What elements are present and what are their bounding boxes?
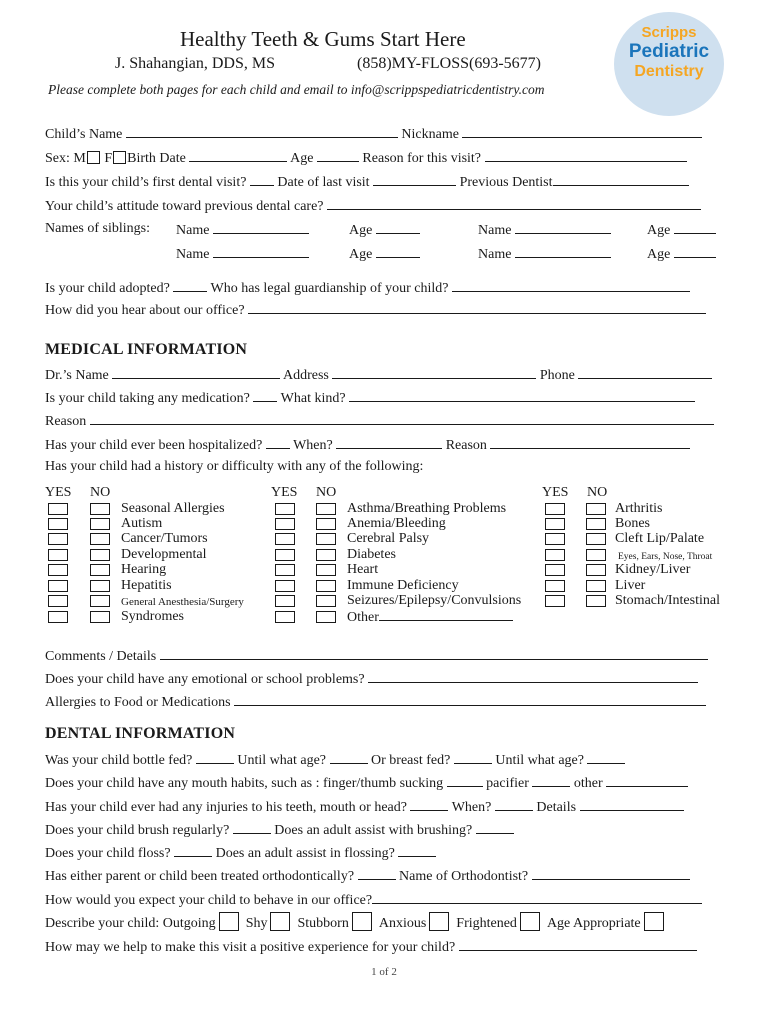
row-floss bbox=[45, 843, 436, 863]
yes-checkbox[interactable] bbox=[48, 503, 68, 515]
col3-yes-header: YES bbox=[542, 485, 569, 500]
row-injuries bbox=[45, 797, 684, 817]
yes-checkbox[interactable] bbox=[275, 549, 295, 561]
comments-field[interactable] bbox=[160, 646, 708, 660]
col1-yes-header: YES bbox=[45, 485, 72, 500]
row-medication bbox=[45, 388, 695, 408]
row-brush bbox=[45, 820, 514, 840]
condition-cleft: Cleft Lip/Palate bbox=[615, 531, 705, 546]
orthodontist-label: Name of Orthodontist? bbox=[399, 869, 529, 884]
trait-age-appropriate-label: Age Appropriate bbox=[546, 916, 641, 931]
sibling-name-field[interactable] bbox=[213, 220, 309, 234]
scripps-logo bbox=[614, 12, 724, 116]
age-label: Age bbox=[349, 247, 373, 262]
col3-no-header: NO bbox=[587, 485, 608, 500]
childs-name-label: Child’s Name bbox=[45, 127, 123, 142]
condition-bones: Bones bbox=[615, 516, 650, 531]
attitude-field[interactable] bbox=[327, 196, 701, 210]
row-sex bbox=[45, 148, 687, 168]
condition-cancer: Cancer/Tumors bbox=[121, 531, 208, 546]
breast-fed-label: Or breast fed? bbox=[371, 753, 451, 768]
adult-brush-field[interactable] bbox=[476, 820, 514, 834]
col2-yes-header: YES bbox=[271, 485, 298, 500]
yes-checkbox[interactable] bbox=[545, 580, 565, 592]
allergies-field[interactable] bbox=[234, 692, 706, 706]
address-label: Address bbox=[283, 368, 329, 383]
when-label: When? bbox=[293, 438, 333, 453]
col1-no-header: NO bbox=[90, 485, 111, 500]
injuries-when-field[interactable] bbox=[495, 797, 533, 811]
trait-outgoing-label: Outgoing bbox=[162, 916, 216, 931]
history-label: Has your child had a history or difficulty with any of the following: bbox=[45, 459, 424, 474]
sibling-2-age bbox=[647, 220, 716, 240]
yes-checkbox[interactable] bbox=[275, 580, 295, 592]
row-first-visit bbox=[45, 172, 689, 192]
trait-stubborn-label: Stubborn bbox=[297, 916, 349, 931]
yes-checkbox[interactable] bbox=[545, 564, 565, 576]
emotional-label: Does your child have any emotional or school problems? bbox=[45, 672, 365, 687]
trait-outgoing-checkbox[interactable] bbox=[219, 912, 239, 931]
yes-checkbox[interactable] bbox=[275, 595, 295, 607]
first-visit-field[interactable] bbox=[250, 172, 274, 186]
what-kind-label: What kind? bbox=[280, 391, 346, 406]
nickname-field[interactable] bbox=[462, 124, 702, 138]
condition-syndromes: Syndromes bbox=[121, 609, 184, 624]
what-kind-field[interactable] bbox=[349, 388, 695, 402]
yes-checkbox[interactable] bbox=[48, 595, 68, 607]
yes-checkbox[interactable] bbox=[545, 503, 565, 515]
trait-anxious-label: Anxious bbox=[378, 916, 427, 931]
logo-line-1: Scripps bbox=[641, 24, 697, 41]
hear-about-label: How did you hear about our office? bbox=[45, 303, 245, 318]
describe-label: Describe your child: bbox=[45, 916, 160, 931]
logo-line-3: Dentistry bbox=[634, 63, 704, 80]
age-label: Age bbox=[349, 223, 373, 238]
yes-checkbox[interactable] bbox=[275, 564, 295, 576]
medication-label: Is your child taking any medication? bbox=[45, 391, 250, 406]
row-doctor bbox=[45, 365, 712, 385]
no-checkbox[interactable] bbox=[316, 549, 336, 561]
date-last-visit-field[interactable] bbox=[373, 172, 456, 186]
other-label: Other bbox=[347, 610, 379, 625]
phone-field[interactable] bbox=[578, 365, 712, 379]
yes-checkbox[interactable] bbox=[48, 611, 68, 623]
breast-fed-field[interactable] bbox=[454, 750, 492, 764]
no-checkbox[interactable] bbox=[586, 564, 606, 576]
adopted-field[interactable] bbox=[173, 278, 207, 292]
sibling-3-age bbox=[349, 244, 420, 264]
yes-checkbox[interactable] bbox=[48, 533, 68, 545]
no-checkbox[interactable] bbox=[316, 533, 336, 545]
no-checkbox[interactable] bbox=[90, 518, 110, 530]
adopted-label: Is your child adopted? bbox=[45, 281, 170, 296]
behave-field[interactable] bbox=[372, 890, 702, 904]
doctor-name: J. Shahangian, DDS, MS bbox=[115, 55, 276, 72]
nickname-label: Nickname bbox=[401, 127, 459, 142]
adult-brush-label: Does an adult assist with brushing? bbox=[274, 823, 473, 838]
age-label: Age bbox=[647, 223, 671, 238]
sibling-2-name bbox=[478, 220, 611, 240]
yes-checkbox[interactable] bbox=[275, 611, 295, 623]
no-checkbox[interactable] bbox=[586, 549, 606, 561]
thumb-sucking-field[interactable] bbox=[447, 773, 483, 787]
logo-line-2: Pediatric bbox=[628, 41, 710, 62]
medical-heading: MEDICAL INFORMATION bbox=[45, 341, 248, 358]
sex-m-label: M bbox=[73, 151, 86, 166]
col2-no-header: NO bbox=[316, 485, 337, 500]
no-checkbox[interactable] bbox=[90, 503, 110, 515]
bottle-fed-field[interactable] bbox=[196, 750, 234, 764]
name-label: Name bbox=[478, 247, 512, 262]
yes-checkbox[interactable] bbox=[48, 518, 68, 530]
instructions: Please complete both pages for each child and email to info@scrippspediatricdentistry.com bbox=[48, 82, 545, 97]
row-orthodontic bbox=[45, 866, 690, 886]
positive-field[interactable] bbox=[459, 937, 697, 951]
sibling-age-field[interactable] bbox=[674, 220, 716, 234]
emotional-field[interactable] bbox=[368, 669, 698, 683]
form-title: Healthy Teeth & Gums Start Here bbox=[180, 27, 466, 51]
address-field[interactable] bbox=[332, 365, 536, 379]
yes-checkbox[interactable] bbox=[545, 595, 565, 607]
yes-checkbox[interactable] bbox=[545, 518, 565, 530]
orthodontist-field[interactable] bbox=[532, 866, 690, 880]
trait-frightened-checkbox[interactable] bbox=[520, 912, 540, 931]
no-checkbox[interactable] bbox=[316, 611, 336, 623]
orthodontic-label: Has either parent or child been treated orthodontically? bbox=[45, 869, 355, 884]
reason-field[interactable] bbox=[485, 148, 687, 162]
childs-name-field[interactable] bbox=[126, 124, 398, 138]
adult-floss-label: Does an adult assist in flossing? bbox=[215, 846, 395, 861]
orthodontic-field[interactable] bbox=[358, 866, 396, 880]
adult-floss-field[interactable] bbox=[398, 843, 436, 857]
brush-field[interactable] bbox=[233, 820, 271, 834]
hospitalized-when-field[interactable] bbox=[336, 435, 442, 449]
no-checkbox[interactable] bbox=[586, 580, 606, 592]
sex-m-checkbox[interactable] bbox=[87, 151, 100, 164]
trait-stubborn-checkbox[interactable] bbox=[352, 912, 372, 931]
condition-other bbox=[347, 609, 513, 625]
no-checkbox[interactable] bbox=[586, 503, 606, 515]
no-checkbox[interactable] bbox=[90, 611, 110, 623]
sibling-4-name bbox=[478, 244, 611, 264]
hospitalized-field[interactable] bbox=[266, 435, 290, 449]
name-label: Name bbox=[176, 223, 210, 238]
allergies-label: Allergies to Food or Medications bbox=[45, 695, 231, 710]
condition-autism: Autism bbox=[121, 516, 163, 531]
row-adopted bbox=[45, 278, 690, 298]
sibling-age-field[interactable] bbox=[376, 220, 420, 234]
yes-checkbox[interactable] bbox=[275, 503, 295, 515]
medication-reason-label: Reason bbox=[45, 414, 87, 429]
row-hospitalized bbox=[45, 435, 690, 455]
sibling-4-age bbox=[647, 244, 716, 264]
hospitalized-label: Has your child ever been hospitalized? bbox=[45, 438, 263, 453]
sex-f-checkbox[interactable] bbox=[113, 151, 126, 164]
row-behave bbox=[45, 890, 702, 910]
habit-other-field[interactable] bbox=[606, 773, 688, 787]
condition-anesthesia: General Anesthesia/Surgery bbox=[121, 596, 244, 608]
positive-label: How may we help to make this visit a positive experience for your child? bbox=[45, 940, 456, 955]
office-phone: (858)MY-FLOSS(693-5677) bbox=[357, 55, 541, 72]
sibling-age-field[interactable] bbox=[376, 244, 420, 258]
comments-label: Comments / Details bbox=[45, 649, 157, 664]
condition-developmental: Developmental bbox=[121, 547, 207, 562]
hospital-reason-field[interactable] bbox=[490, 435, 690, 449]
trait-shy-label: Shy bbox=[245, 916, 268, 931]
when-label: When? bbox=[451, 800, 492, 815]
no-checkbox[interactable] bbox=[90, 564, 110, 576]
yes-checkbox[interactable] bbox=[545, 549, 565, 561]
condition-hepatitis: Hepatitis bbox=[121, 578, 172, 593]
no-checkbox[interactable] bbox=[90, 549, 110, 561]
condition-seasonal-allergies: Seasonal Allergies bbox=[121, 501, 225, 516]
injuries-label: Has your child ever had any injuries to his teeth, mouth or head? bbox=[45, 800, 407, 815]
row-habits bbox=[45, 773, 688, 793]
floss-field[interactable] bbox=[174, 843, 212, 857]
injuries-field[interactable] bbox=[410, 797, 448, 811]
name-label: Name bbox=[478, 223, 512, 238]
injuries-details-field[interactable] bbox=[580, 797, 684, 811]
age-label: Age bbox=[290, 151, 314, 166]
phone-label: Phone bbox=[539, 368, 575, 383]
sex-label: Sex: bbox=[45, 151, 70, 166]
details-label: Details bbox=[536, 800, 577, 815]
until-age-label: Until what age? bbox=[237, 753, 327, 768]
habits-label: Does your child have any mouth habits, such as : finger/thumb sucking bbox=[45, 776, 444, 791]
no-checkbox[interactable] bbox=[316, 580, 336, 592]
condition-eent: Eyes, Ears, Nose, Throat bbox=[618, 552, 713, 562]
no-checkbox[interactable] bbox=[90, 533, 110, 545]
condition-immune: Immune Deficiency bbox=[347, 578, 459, 593]
condition-diabetes: Diabetes bbox=[347, 547, 396, 562]
sibling-name-field[interactable] bbox=[213, 244, 309, 258]
sibling-1-name bbox=[176, 220, 309, 240]
trait-shy-checkbox[interactable] bbox=[270, 912, 290, 931]
no-checkbox[interactable] bbox=[316, 564, 336, 576]
name-label: Name bbox=[176, 247, 210, 262]
sibling-age-field[interactable] bbox=[674, 244, 716, 258]
attitude-label: Your child’s attitude toward previous dental care? bbox=[45, 199, 324, 214]
guardianship-label: Who has legal guardianship of your child? bbox=[210, 281, 449, 296]
condition-arthritis: Arthritis bbox=[615, 501, 663, 516]
row-emotional bbox=[45, 669, 698, 689]
drs-name-label: Dr.’s Name bbox=[45, 368, 109, 383]
row-describe bbox=[45, 912, 664, 933]
guardianship-field[interactable] bbox=[452, 278, 690, 292]
condition-heart: Heart bbox=[347, 562, 379, 577]
no-checkbox[interactable] bbox=[586, 595, 606, 607]
first-visit-label: Is this your child’s first dental visit? bbox=[45, 175, 247, 190]
trait-anxious-checkbox[interactable] bbox=[429, 912, 449, 931]
previous-dentist-field[interactable] bbox=[553, 172, 689, 186]
pacifier-field[interactable] bbox=[532, 773, 570, 787]
row-hear-about bbox=[45, 300, 706, 320]
brush-label: Does your child brush regularly? bbox=[45, 823, 230, 838]
yes-checkbox[interactable] bbox=[48, 580, 68, 592]
sibling-3-name bbox=[176, 244, 309, 264]
previous-dentist-label: Previous Dentist bbox=[459, 175, 553, 190]
condition-kidney: Kidney/Liver bbox=[615, 562, 691, 577]
hear-about-field[interactable] bbox=[248, 300, 706, 314]
date-last-visit-label: Date of last visit bbox=[277, 175, 370, 190]
no-checkbox[interactable] bbox=[586, 518, 606, 530]
row-bottle-fed bbox=[45, 750, 625, 770]
drs-name-field[interactable] bbox=[112, 365, 280, 379]
breast-until-age-field[interactable] bbox=[587, 750, 625, 764]
condition-seizures: Seizures/Epilepsy/Convulsions bbox=[347, 593, 522, 608]
yes-checkbox[interactable] bbox=[48, 564, 68, 576]
bottle-until-age-field[interactable] bbox=[330, 750, 368, 764]
pacifier-label: pacifier bbox=[486, 776, 529, 791]
no-checkbox[interactable] bbox=[90, 580, 110, 592]
age-field[interactable] bbox=[317, 148, 359, 162]
no-checkbox[interactable] bbox=[90, 595, 110, 607]
condition-asthma: Asthma/Breathing Problems bbox=[347, 501, 507, 516]
row-comments bbox=[45, 646, 708, 666]
sibling-1-age bbox=[349, 220, 420, 240]
yes-checkbox[interactable] bbox=[545, 533, 565, 545]
no-checkbox[interactable] bbox=[316, 518, 336, 530]
yes-checkbox[interactable] bbox=[275, 518, 295, 530]
condition-liver: Liver bbox=[615, 578, 646, 593]
yes-checkbox[interactable] bbox=[48, 549, 68, 561]
bottle-fed-label: Was your child bottle fed? bbox=[45, 753, 193, 768]
yes-checkbox[interactable] bbox=[275, 533, 295, 545]
row-allergies bbox=[45, 692, 706, 712]
condition-stomach: Stomach/Intestinal bbox=[615, 593, 720, 608]
row-attitude bbox=[45, 196, 701, 216]
row-positive bbox=[45, 937, 697, 957]
sibling-name-field[interactable] bbox=[515, 244, 611, 258]
condition-anemia: Anemia/Bleeding bbox=[347, 516, 446, 531]
page-number: 1 of 2 bbox=[371, 966, 397, 978]
medication-reason-field[interactable] bbox=[90, 411, 714, 425]
trait-age-appropriate-checkbox[interactable] bbox=[644, 912, 664, 931]
no-checkbox[interactable] bbox=[316, 595, 336, 607]
dental-heading: DENTAL INFORMATION bbox=[45, 725, 236, 742]
no-checkbox[interactable] bbox=[586, 533, 606, 545]
behave-label: How would you expect your child to behave in our office? bbox=[45, 893, 373, 908]
other-field[interactable] bbox=[379, 609, 513, 621]
condition-cerebral-palsy: Cerebral Palsy bbox=[347, 531, 430, 546]
birth-date-field[interactable] bbox=[189, 148, 287, 162]
other-label: other bbox=[573, 776, 603, 791]
sibling-name-field[interactable] bbox=[515, 220, 611, 234]
medication-field[interactable] bbox=[253, 388, 277, 402]
floss-label: Does your child floss? bbox=[45, 846, 171, 861]
age-label: Age bbox=[647, 247, 671, 262]
condition-hearing: Hearing bbox=[121, 562, 167, 577]
trait-frightened-label: Frightened bbox=[456, 916, 517, 931]
siblings-label: Names of siblings: bbox=[45, 221, 150, 236]
row-name bbox=[45, 124, 702, 144]
hospital-reason-label: Reason bbox=[445, 438, 487, 453]
reason-label: Reason for this visit? bbox=[362, 151, 482, 166]
sex-f-label: F bbox=[104, 151, 113, 166]
until-age-label: Until what age? bbox=[495, 753, 584, 768]
no-checkbox[interactable] bbox=[316, 503, 336, 515]
birth-date-label: Birth Date bbox=[127, 151, 186, 166]
row-reason bbox=[45, 411, 714, 431]
